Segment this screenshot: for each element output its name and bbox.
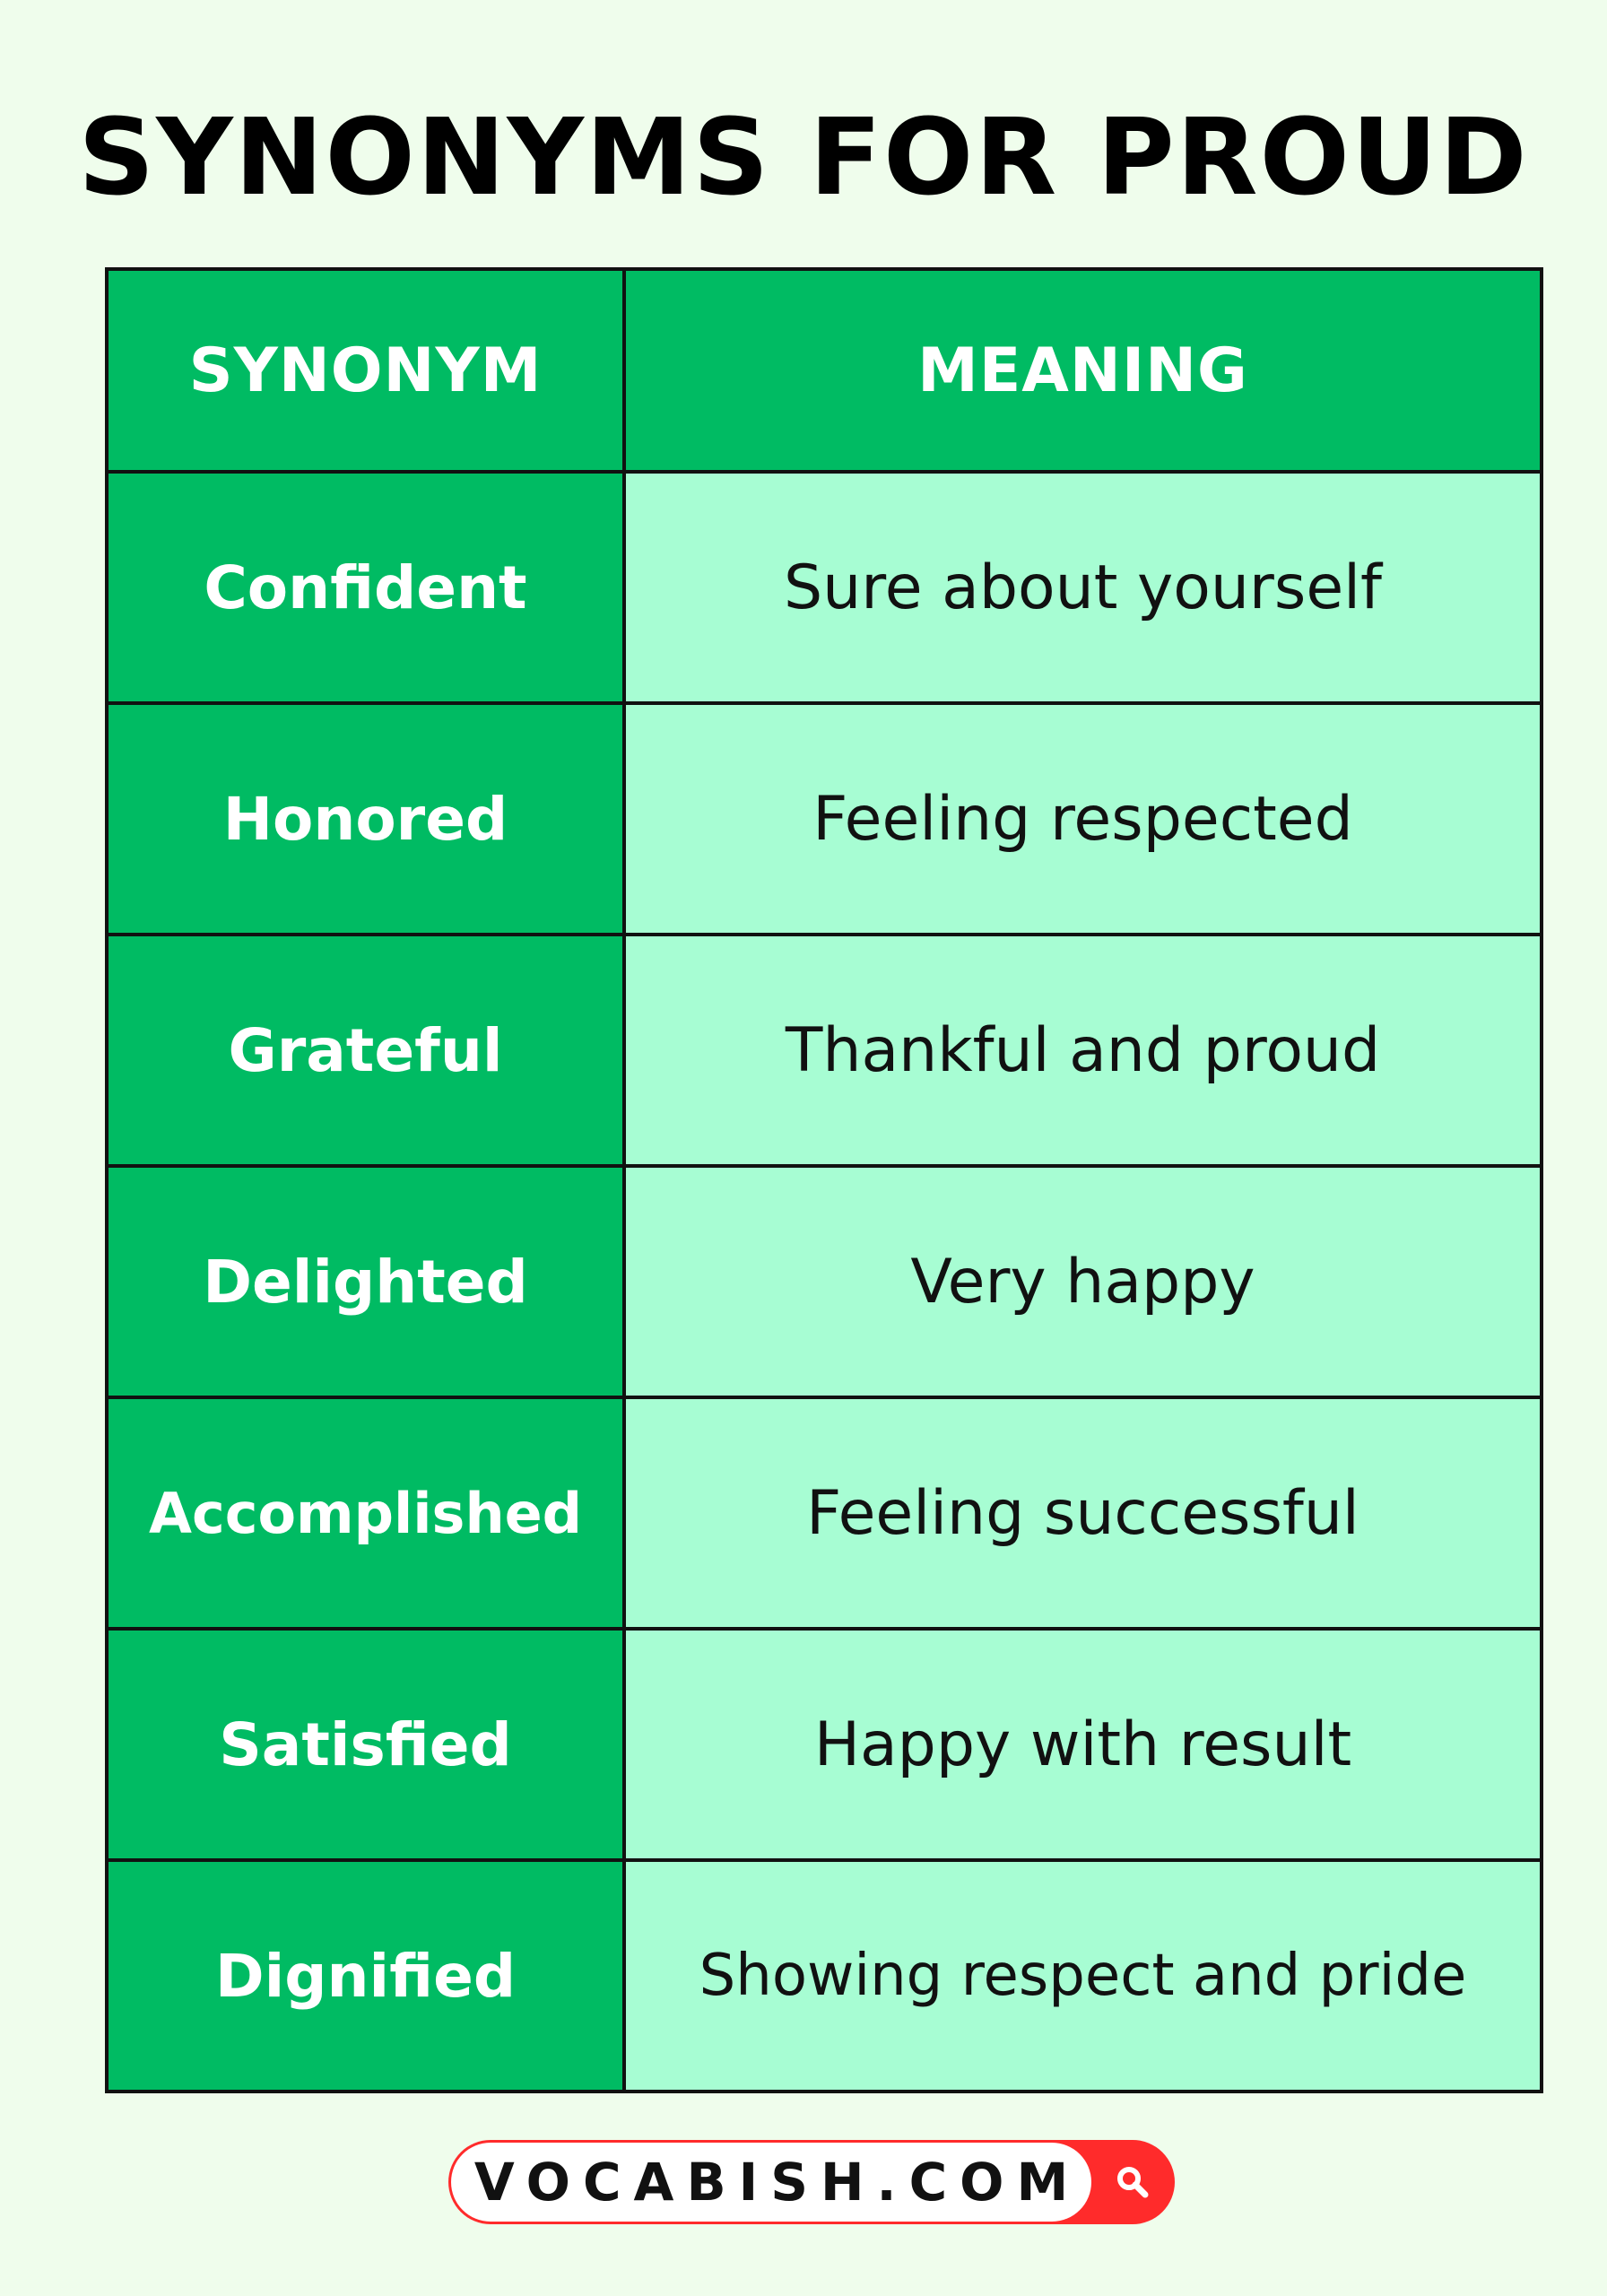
brand-pill	[451, 2143, 1091, 2222]
table-row	[107, 1397, 1542, 1629]
table-row	[107, 472, 1542, 703]
meaning-cell: Sure about yourself	[624, 472, 1542, 703]
synonym-cell: Confident	[107, 472, 624, 703]
table-row	[107, 1166, 1542, 1397]
synonym-cell: Satisfied	[107, 1629, 624, 1860]
table-row	[107, 1629, 1542, 1860]
table-row	[107, 935, 1542, 1166]
search-icon	[1112, 2161, 1153, 2203]
table-row	[107, 1860, 1542, 2092]
meaning-cell: Thankful and proud	[624, 935, 1542, 1166]
meaning-cell: Feeling successful	[624, 1397, 1542, 1629]
table-header-row	[107, 269, 1542, 472]
synonym-column-header: SYNONYM	[107, 269, 624, 472]
brand-text: VOCABISH.COM	[473, 2152, 1081, 2213]
meaning-cell: Happy with result	[624, 1629, 1542, 1860]
synonym-cell: Honored	[107, 703, 624, 935]
meaning-column-header: MEANING	[624, 269, 1542, 472]
page-title: SYNONYMS FOR PROUD	[78, 95, 1529, 219]
synonym-cell: Dignified	[107, 1860, 624, 2092]
brand-search-badge[interactable]	[448, 2140, 1175, 2224]
meaning-cell: Very happy	[624, 1166, 1542, 1397]
synonym-cell: Accomplished	[107, 1397, 624, 1629]
synonym-cell: Grateful	[107, 935, 624, 1166]
meaning-cell: Showing respect and pride	[624, 1860, 1542, 2092]
meaning-cell: Feeling respected	[624, 703, 1542, 935]
synonyms-table	[105, 267, 1543, 2093]
table-row	[107, 703, 1542, 935]
synonym-cell: Delighted	[107, 1166, 624, 1397]
